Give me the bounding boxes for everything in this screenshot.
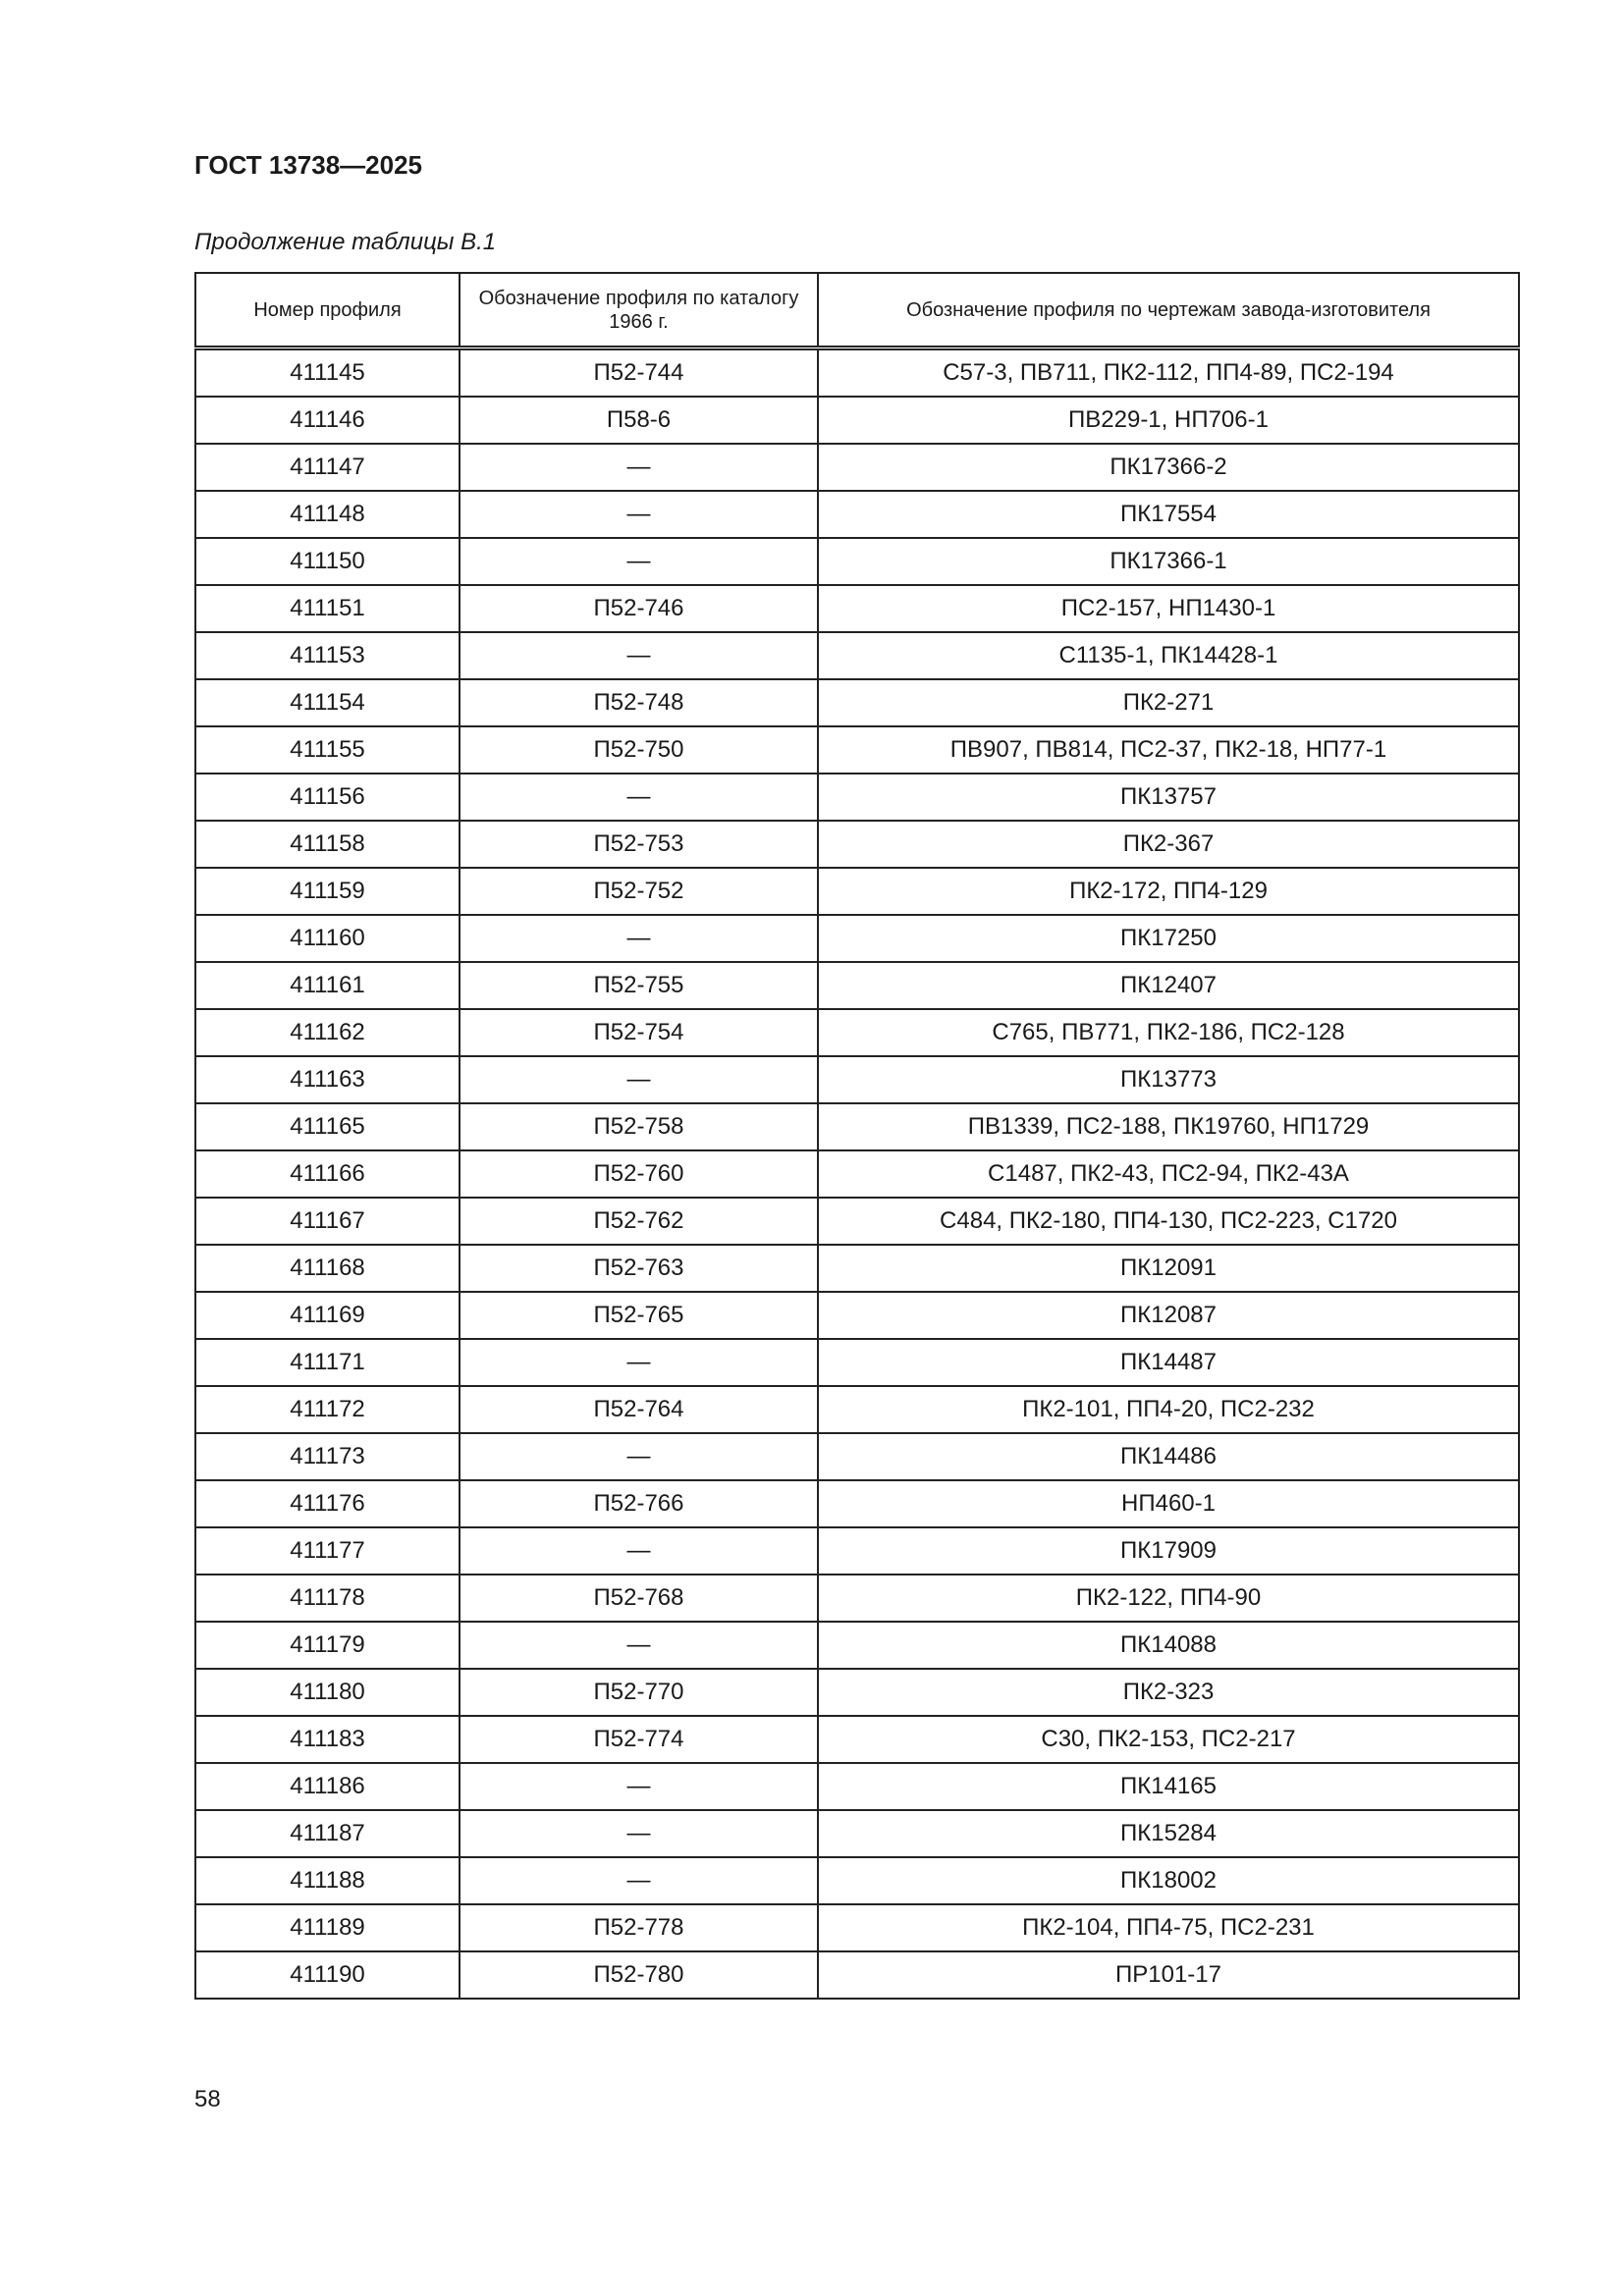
catalog-1966-cell: П52-780 — [460, 1951, 818, 1999]
table-row — [195, 774, 1519, 821]
factory-designation-cell: ПК17909 — [818, 1527, 1519, 1575]
catalog-1966-cell: П52-748 — [460, 679, 818, 726]
catalog-1966-cell: — — [460, 1763, 818, 1810]
profile-number-cell: 411150 — [195, 538, 460, 585]
table-row — [195, 1150, 1519, 1198]
profiles-table — [194, 272, 1520, 2000]
profile-number-cell: 411160 — [195, 915, 460, 962]
profile-number-cell: 411163 — [195, 1056, 460, 1103]
profile-number-cell: 411154 — [195, 679, 460, 726]
profile-number-cell: 411145 — [195, 348, 460, 398]
table-row — [195, 1339, 1519, 1386]
factory-designation-cell: ПК17554 — [818, 491, 1519, 538]
profile-number-cell: 411171 — [195, 1339, 460, 1386]
catalog-1966-cell: — — [460, 632, 818, 679]
factory-designation-cell: С484, ПК2-180, ПП4-130, ПС2-223, С1720 — [818, 1198, 1519, 1245]
profile-number-cell: 411189 — [195, 1904, 460, 1951]
catalog-1966-cell: — — [460, 774, 818, 821]
column-header-profile-number: Номер профиля — [195, 273, 460, 348]
profile-number-cell: 411169 — [195, 1292, 460, 1339]
catalog-1966-cell: — — [460, 444, 818, 491]
profile-number-cell: 411168 — [195, 1245, 460, 1292]
factory-designation-cell: ПК2-323 — [818, 1669, 1519, 1716]
factory-designation-cell: ПК2-172, ПП4-129 — [818, 868, 1519, 915]
catalog-1966-cell: П52-768 — [460, 1575, 818, 1622]
catalog-1966-cell: П52-754 — [460, 1009, 818, 1056]
catalog-1966-cell: — — [460, 1339, 818, 1386]
factory-designation-cell: ПК2-101, ПП4-20, ПС2-232 — [818, 1386, 1519, 1433]
profile-number-cell: 411177 — [195, 1527, 460, 1575]
catalog-1966-cell: П52-758 — [460, 1103, 818, 1150]
catalog-1966-cell: — — [460, 915, 818, 962]
table-row — [195, 1810, 1519, 1857]
profile-number-cell: 411155 — [195, 726, 460, 774]
catalog-1966-cell: П52-770 — [460, 1669, 818, 1716]
page-number: 58 — [194, 2086, 221, 2112]
profile-number-cell: 411158 — [195, 821, 460, 868]
table-row — [195, 1292, 1519, 1339]
table-row — [195, 821, 1519, 868]
factory-designation-cell: С1487, ПК2-43, ПС2-94, ПК2-43А — [818, 1150, 1519, 1198]
catalog-1966-cell: П52-746 — [460, 585, 818, 632]
table-row — [195, 1951, 1519, 1999]
factory-designation-cell: ПК15284 — [818, 1810, 1519, 1857]
factory-designation-cell: ПК2-271 — [818, 679, 1519, 726]
profile-number-cell: 411147 — [195, 444, 460, 491]
table-row — [195, 1198, 1519, 1245]
factory-designation-cell: С1135-1, ПК14428-1 — [818, 632, 1519, 679]
table-row — [195, 1857, 1519, 1904]
table-row — [195, 397, 1519, 444]
factory-designation-cell: ПВ229-1, НП706-1 — [818, 397, 1519, 444]
profile-number-cell: 411166 — [195, 1150, 460, 1198]
profile-number-cell: 411183 — [195, 1716, 460, 1763]
factory-designation-cell: НП460-1 — [818, 1480, 1519, 1527]
factory-designation-cell: ПК12407 — [818, 962, 1519, 1009]
catalog-1966-cell: — — [460, 491, 818, 538]
factory-designation-cell: ПК18002 — [818, 1857, 1519, 1904]
table-row — [195, 1056, 1519, 1103]
factory-designation-cell: С30, ПК2-153, ПС2-217 — [818, 1716, 1519, 1763]
catalog-1966-cell: П52-763 — [460, 1245, 818, 1292]
profile-number-cell: 411187 — [195, 1810, 460, 1857]
profile-number-cell: 411186 — [195, 1763, 460, 1810]
table-caption: Продолжение таблицы В.1 — [194, 229, 497, 255]
catalog-1966-cell: П58-6 — [460, 397, 818, 444]
factory-designation-cell: ПК14165 — [818, 1763, 1519, 1810]
table-row — [195, 1763, 1519, 1810]
profile-number-cell: 411162 — [195, 1009, 460, 1056]
factory-designation-cell: ПК13757 — [818, 774, 1519, 821]
factory-designation-cell: ПК2-104, ПП4-75, ПС2-231 — [818, 1904, 1519, 1951]
table-row — [195, 868, 1519, 915]
catalog-1966-cell: П52-744 — [460, 348, 818, 398]
factory-designation-cell: ПК2-367 — [818, 821, 1519, 868]
catalog-1966-cell: П52-753 — [460, 821, 818, 868]
table-row — [195, 1103, 1519, 1150]
profile-number-cell: 411173 — [195, 1433, 460, 1480]
catalog-1966-cell: П52-778 — [460, 1904, 818, 1951]
table-row — [195, 1904, 1519, 1951]
factory-designation-cell: ПК17366-2 — [818, 444, 1519, 491]
catalog-1966-cell: — — [460, 1810, 818, 1857]
profile-number-cell: 411161 — [195, 962, 460, 1009]
table-row — [195, 1669, 1519, 1716]
profile-number-cell: 411180 — [195, 1669, 460, 1716]
table-row — [195, 1575, 1519, 1622]
table-row — [195, 1386, 1519, 1433]
table-row — [195, 915, 1519, 962]
factory-designation-cell: ПК14486 — [818, 1433, 1519, 1480]
catalog-1966-cell: П52-766 — [460, 1480, 818, 1527]
catalog-1966-cell: — — [460, 1622, 818, 1669]
factory-designation-cell: ПС2-157, НП1430-1 — [818, 585, 1519, 632]
catalog-1966-cell: — — [460, 1857, 818, 1904]
catalog-1966-cell: П52-755 — [460, 962, 818, 1009]
table-row — [195, 726, 1519, 774]
table-header-row — [195, 273, 1519, 348]
profile-number-cell: 411172 — [195, 1386, 460, 1433]
catalog-1966-cell: П52-765 — [460, 1292, 818, 1339]
factory-designation-cell: ПК17250 — [818, 915, 1519, 962]
profile-number-cell: 411159 — [195, 868, 460, 915]
factory-designation-cell: ПР101-17 — [818, 1951, 1519, 1999]
table-row — [195, 962, 1519, 1009]
profile-number-cell: 411178 — [195, 1575, 460, 1622]
table-row — [195, 348, 1519, 398]
table-row — [195, 679, 1519, 726]
profile-number-cell: 411153 — [195, 632, 460, 679]
factory-designation-cell: ПК2-122, ПП4-90 — [818, 1575, 1519, 1622]
table-row — [195, 1009, 1519, 1056]
factory-designation-cell: ПВ907, ПВ814, ПС2-37, ПК2-18, НП77-1 — [818, 726, 1519, 774]
profile-number-cell: 411156 — [195, 774, 460, 821]
profile-number-cell: 411146 — [195, 397, 460, 444]
profile-number-cell: 411179 — [195, 1622, 460, 1669]
factory-designation-cell: ПК14487 — [818, 1339, 1519, 1386]
catalog-1966-cell: — — [460, 1433, 818, 1480]
catalog-1966-cell: П52-762 — [460, 1198, 818, 1245]
factory-designation-cell: ПК14088 — [818, 1622, 1519, 1669]
table-row — [195, 1716, 1519, 1763]
profile-number-cell: 411190 — [195, 1951, 460, 1999]
table-row — [195, 491, 1519, 538]
column-header-catalog-1966: Обозначение профиля по каталогу 1966 г. — [460, 273, 818, 348]
profile-number-cell: 411151 — [195, 585, 460, 632]
factory-designation-cell: С765, ПВ771, ПК2-186, ПС2-128 — [818, 1009, 1519, 1056]
catalog-1966-cell: П52-752 — [460, 868, 818, 915]
catalog-1966-cell: П52-774 — [460, 1716, 818, 1763]
catalog-1966-cell: П52-760 — [460, 1150, 818, 1198]
table-row — [195, 1527, 1519, 1575]
table-row — [195, 585, 1519, 632]
column-header-factory-drawings: Обозначение профиля по чертежам завода-изготовителя — [818, 273, 1519, 348]
profile-number-cell: 411176 — [195, 1480, 460, 1527]
factory-designation-cell: ПК12091 — [818, 1245, 1519, 1292]
profile-number-cell: 411167 — [195, 1198, 460, 1245]
catalog-1966-cell: — — [460, 1056, 818, 1103]
table-row — [195, 1622, 1519, 1669]
factory-designation-cell: ПК12087 — [818, 1292, 1519, 1339]
factory-designation-cell: ПВ1339, ПС2-188, ПК19760, НП1729 — [818, 1103, 1519, 1150]
factory-designation-cell: ПК17366-1 — [818, 538, 1519, 585]
profile-number-cell: 411165 — [195, 1103, 460, 1150]
table-body — [195, 348, 1519, 2000]
factory-designation-cell: С57-3, ПВ711, ПК2-112, ПП4-89, ПС2-194 — [818, 348, 1519, 398]
catalog-1966-cell: П52-750 — [460, 726, 818, 774]
profile-number-cell: 411188 — [195, 1857, 460, 1904]
table-row — [195, 538, 1519, 585]
table-row — [195, 1433, 1519, 1480]
profile-number-cell: 411148 — [195, 491, 460, 538]
catalog-1966-cell: — — [460, 538, 818, 585]
table-row — [195, 1480, 1519, 1527]
table-row — [195, 632, 1519, 679]
table-row — [195, 1245, 1519, 1292]
factory-designation-cell: ПК13773 — [818, 1056, 1519, 1103]
catalog-1966-cell: П52-764 — [460, 1386, 818, 1433]
table-row — [195, 444, 1519, 491]
catalog-1966-cell: — — [460, 1527, 818, 1575]
document-header: ГОСТ 13738—2025 — [194, 150, 422, 180]
